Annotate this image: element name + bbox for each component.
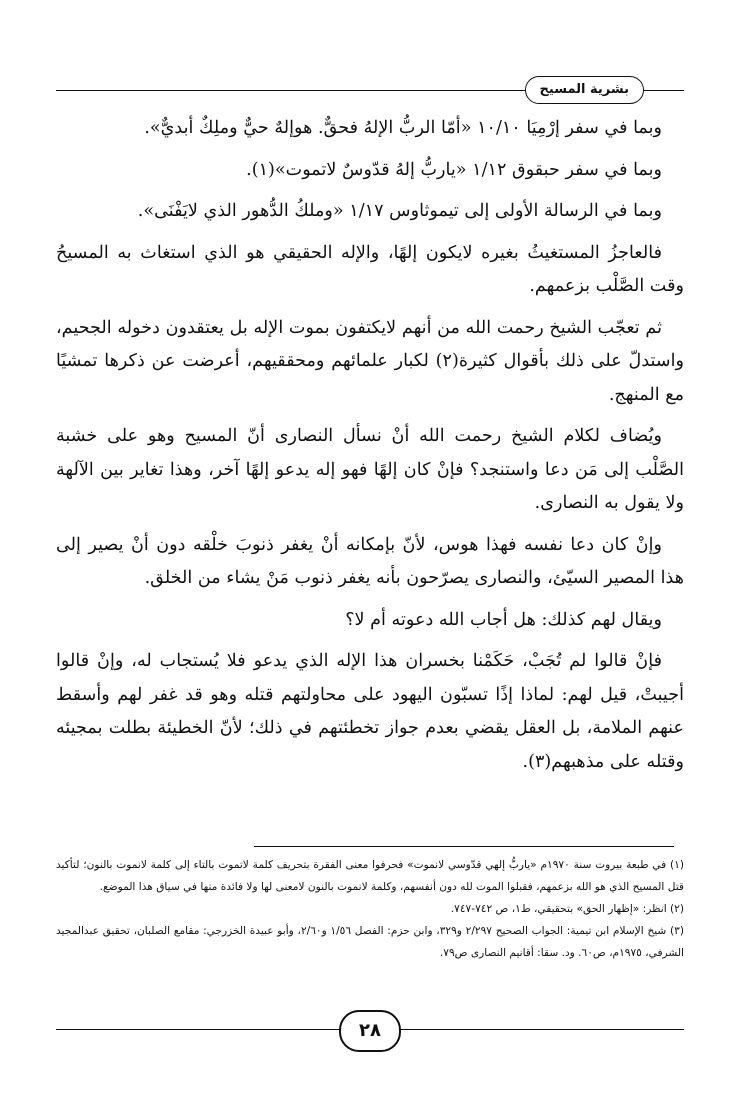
main-text: [56, 112, 684, 787]
paragraph: ويقال لهم كذلك: هل أجاب الله دعوته أم لا؟: [345, 609, 662, 630]
page-header: [56, 76, 684, 106]
paragraph: ثم تعجّب الشيخ رحمت الله من أنهم لايكتفون بموت الإله بل يعتقدون دخوله الجحيم، واستدلّ على ذلك بأقوال كثيرة(٢) لكبار علمائهم ومحققيهم، أعرضت عن ذكرها تمشيًا مع المنهج.: [56, 317, 684, 405]
paragraph: وبما في سفر حبقوق ١/١٢ «ياربُّ إلهُ قدّوسٌ لاتموت»(١).: [246, 159, 662, 180]
footnote: (٣) شيخ الإسلام ابن تيمية: الجواب الصحيح ٢/٢٩٧ و٣٢٩، وابن حزم: الفصل ١/٥٦ و٢/٦٠، وأبو عبيدة الخزرجي: مقامع الصلبان، تحقيق عبدالمجيد الشرفي، ١٩٧٥م، ص٦٠. ود. سقا: أقانيم النصارى ص٧٩.: [56, 925, 684, 959]
paragraph: فإنْ قالوا لم تُجَبْ، حَكَمْنا بخسران هذا الإله الذي يدعو فلا يُستجاب له، وإنْ قالوا أجيبتْ، قيل لهم: لماذا إذًا تسبّون اليهود على محاولتهم قتله وهو قد غفر لهم وأسقط عنهم الملامة، بل العقل يقضي بعدم جواز تخطئتهم في ذلك؛ لأنّ الخطيئة بطلت بمجيئه وقتله على مذهبهم(٣).: [56, 651, 684, 772]
paragraph: ويُضاف لكلام الشيخ رحمت الله أنْ نسأل النصارى أنّ المسيح وهو على خشبة الصَّلْب إلى مَن دعا واستنجد؟ فإنْ كان إلهًا فهو إله يدعو إلهًا آخر، وهذا تغاير بين الآلهة ولا يقول به النصارى.: [56, 426, 684, 513]
paragraph: وبما في سفر إرْمِيَا ١٠/١٠ «أمّا الربُّ الإلهُ فحقٌّ. هوإلهٌ حيٌّ وملِكٌ أبديٌّ».: [144, 118, 662, 138]
footnotes: [56, 854, 684, 964]
paragraph: وإنْ كان دعا نفسه فهذا هوس، لأنّ بإمكانه أنْ يغفر ذنوبَ خلْقه دون أنْ يصير إلى هذا المصير السيّئ، والنصارى يصرّحون بأنه يغفر ذنوب مَنْ يشاء من الخلق.: [56, 534, 684, 588]
paragraph: وبما في الرسالة الأولى إلى تيموثاوس ١/١٧ «وملكُ الدُّهور الذي لايَفْنَى».: [137, 201, 662, 221]
page-number: ٢٨: [339, 1010, 401, 1052]
footnote: (٢) انظر: «إظهار الحق» بتحقيقي، ط١، ص ٧٤٢-٧٤٧.: [450, 903, 684, 915]
paragraph: فالعاجزُ المستغيثُ بغيره لايكون إلهًا، والإله الحقيقي هو الذي استغاث به المسيحُ وقت الصَّلْب بزعمهم.: [56, 242, 684, 296]
footnote: (١) في طبعة بيروت سنة ١٩٧٠م «ياربُّ إلهي قدّوسي لانموت» فحرفوا معنى الفقرة بتحريف كلمة لاتموت بالتاء إلى كلمة لانموت بالنون؛ لتأكيد قتل المسيح الذي هو الله بزعمهم، فقبلوا الموت لله دون أنفسهم، وكلمة لانموت بالنون لامعنى لها ولا فائدة منها في سياق هذا الموضع.: [56, 859, 684, 893]
footnote-separator: [254, 846, 674, 847]
running-title: بشرية المسيح: [525, 76, 644, 104]
page-footer: [56, 1010, 684, 1050]
